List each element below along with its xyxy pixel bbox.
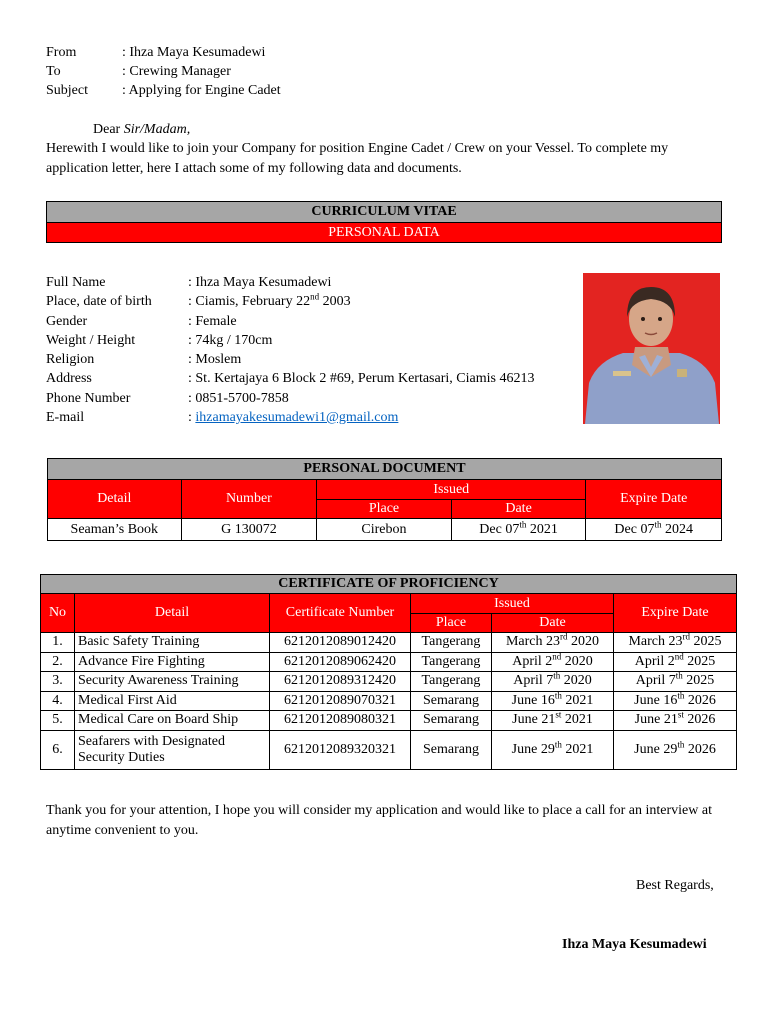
address-value: : St. Kertajaya 6 Block 2 #69, Perum Kertasari, Ciamis 46213 [188, 371, 535, 386]
gender-value: : Female [188, 314, 237, 329]
religion-label: Religion [46, 352, 95, 367]
religion-row [46, 350, 241, 369]
cert-no: 6. [41, 730, 75, 769]
certificate-table [40, 574, 737, 770]
from-label: From [46, 45, 77, 60]
cert-date: June 16th 2021 [492, 691, 614, 711]
doc-header-expire: Expire Date [586, 480, 722, 519]
cert-number: 6212012089320321 [270, 730, 411, 769]
address-row [46, 369, 534, 388]
personal-document-table [47, 458, 722, 541]
cert-number: 6212012089012420 [270, 633, 411, 653]
from-line [46, 43, 265, 62]
cert-number: 6212012089070321 [270, 691, 411, 711]
cert-detail: Medical Care on Board Ship [75, 711, 270, 731]
doc-header-number: Number [181, 480, 317, 519]
table-row [48, 519, 722, 541]
cert-no: 1. [41, 633, 75, 653]
full-name-label: Full Name [46, 275, 106, 290]
cert-number: 6212012089312420 [270, 672, 411, 692]
cert-expire: April 2nd 2025 [614, 652, 737, 672]
doc-number: G 130072 [181, 519, 317, 541]
cert-number: 6212012089080321 [270, 711, 411, 731]
cert-header-expire: Expire Date [614, 594, 737, 633]
gender-label: Gender [46, 314, 88, 329]
table-row [41, 691, 737, 711]
doc-place: Cirebon [317, 519, 452, 541]
cert-expire: March 23rd 2025 [614, 633, 737, 653]
subject-value: : Applying for Engine Cadet [122, 83, 281, 98]
table-row [41, 633, 737, 653]
cert-header-place: Place [411, 614, 492, 633]
cert-place: Tangerang [411, 652, 492, 672]
cert-place: Tangerang [411, 633, 492, 653]
birth-label: Place, date of birth [46, 294, 152, 309]
cert-header-issued: Issued [411, 594, 614, 614]
cert-no: 5. [41, 711, 75, 731]
cert-place: Tangerang [411, 672, 492, 692]
cert-date: April 2nd 2020 [492, 652, 614, 672]
table-row [41, 652, 737, 672]
doc-detail: Seaman’s Book [48, 519, 182, 541]
cert-place: Semarang [411, 730, 492, 769]
cv-subtitle: PERSONAL DATA [47, 223, 722, 243]
cert-header-no: No [41, 594, 75, 633]
table-row [41, 672, 737, 692]
to-line [46, 62, 231, 81]
subject-line [46, 81, 281, 100]
cert-detail: Security Awareness Training [75, 672, 270, 692]
cert-no: 2. [41, 652, 75, 672]
phone-value: : 0851-5700-7858 [188, 391, 289, 406]
cert-detail: Advance Fire Fighting [75, 652, 270, 672]
doc-date: Dec 07th 2021 [451, 519, 586, 541]
to-value: : Crewing Manager [122, 64, 231, 79]
weight-height-value: : 74kg / 170cm [188, 333, 273, 348]
cert-no: 3. [41, 672, 75, 692]
subject-label: Subject [46, 83, 88, 98]
cert-place: Semarang [411, 711, 492, 731]
cert-expire: April 7th 2025 [614, 672, 737, 692]
table-row [41, 730, 737, 769]
cert-title: CERTIFICATE OF PROFICIENCY [41, 575, 737, 594]
cv-title: CURRICULUM VITAE [47, 202, 722, 223]
phone-row [46, 389, 289, 408]
weight-height-row [46, 331, 272, 350]
full-name-row [46, 273, 331, 292]
cert-place: Semarang [411, 691, 492, 711]
religion-value: : Moslem [188, 352, 242, 367]
address-label: Address [46, 371, 92, 386]
cv-header-table [46, 201, 722, 243]
intro-paragraph: Herewith I would like to join your Company for position Engine Cadet / Crew on your Vessel. To complete my application letter, here I attach some of my following data and documents. [46, 141, 669, 176]
birth-value: : Ciamis, February 22nd 2003 [188, 291, 351, 309]
gender-row [46, 312, 237, 331]
signature-name: Ihza Maya Kesumadewi [562, 937, 707, 952]
cert-header-date: Date [492, 614, 614, 633]
regards: Best Regards, [636, 878, 714, 893]
cert-no: 4. [41, 691, 75, 711]
cert-date: April 7th 2020 [492, 672, 614, 692]
cert-header-detail: Detail [75, 594, 270, 633]
weight-height-label: Weight / Height [46, 333, 136, 348]
doc-header-place: Place [317, 500, 452, 519]
birth-row [46, 292, 351, 311]
salutation [93, 120, 190, 139]
document-title: PERSONAL DOCUMENT [48, 459, 722, 480]
doc-header-detail: Detail [48, 480, 182, 519]
phone-label: Phone Number [46, 391, 131, 406]
cert-header-number: Certificate Number [270, 594, 411, 633]
to-label: To [46, 64, 61, 79]
cert-number: 6212012089062420 [270, 652, 411, 672]
table-row [41, 711, 737, 731]
cert-detail: Seafarers with Designated Security Duties [75, 730, 270, 769]
salutation-prefix: Dear [93, 122, 124, 137]
salutation-name: Sir/Madam, [123, 122, 191, 137]
profile-photo [583, 273, 720, 424]
cert-date: June 21st 2021 [492, 711, 614, 731]
cert-expire: June 16th 2026 [614, 691, 737, 711]
doc-header-issued: Issued [317, 480, 586, 500]
email-label: E-mail [46, 410, 85, 425]
doc-expire: Dec 07th 2024 [586, 519, 722, 541]
closing-paragraph: Thank you for your attention, I hope you will consider my application and would like to place a call for an interview at anytime convenient to you. [46, 803, 712, 838]
cert-detail: Basic Safety Training [75, 633, 270, 653]
cert-detail: Medical First Aid [75, 691, 270, 711]
cert-date: March 23rd 2020 [492, 633, 614, 653]
cert-expire: June 21st 2026 [614, 711, 737, 731]
cert-date: June 29th 2021 [492, 730, 614, 769]
email-row: E-mail : ihzamayakesumadewi1@gmail.com [46, 408, 398, 427]
email-link[interactable]: ihzamayakesumadewi1@gmail.com [195, 410, 399, 425]
from-value: : Ihza Maya Kesumadewi [122, 45, 266, 60]
cert-expire: June 29th 2026 [614, 730, 737, 769]
full-name-value: : Ihza Maya Kesumadewi [188, 275, 332, 290]
doc-header-date: Date [451, 500, 586, 519]
